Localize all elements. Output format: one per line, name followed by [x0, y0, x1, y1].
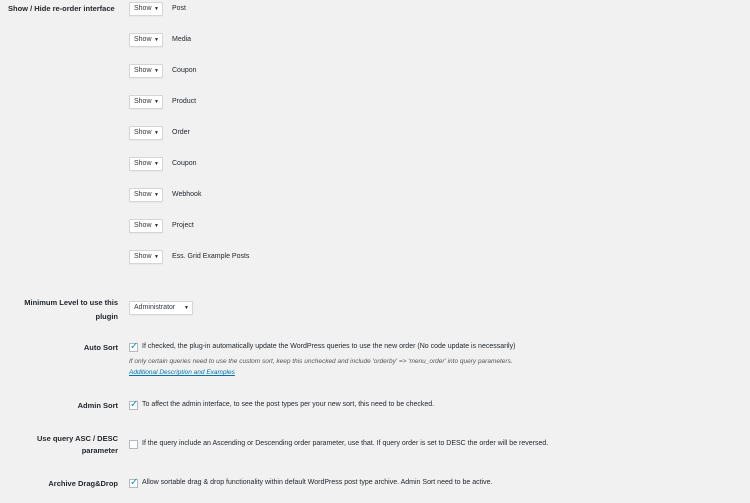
visibility-select[interactable]	[129, 157, 163, 171]
select-value: Show	[134, 36, 152, 43]
chevron-down-icon: ▼	[154, 223, 159, 229]
select-value: Show	[134, 98, 152, 105]
select-value: Show	[134, 5, 152, 12]
auto-sort-label: Auto Sort	[83, 343, 118, 352]
chevron-down-icon: ▼	[154, 161, 159, 167]
visibility-select[interactable]	[129, 219, 163, 233]
post-type-label: Coupon	[172, 160, 197, 167]
auto-sort-hint: If only certain queries need to use the custom sort, keep this unchecked and include 'orderby' => 'menu_order' into query parameters.	[129, 358, 513, 365]
minimum-level-label-line2: plugin	[95, 312, 118, 321]
archive-drag-drop-description: Allow sortable drag & drop functionality within default WordPress post type archive. Admin Sort need to be active.	[142, 479, 493, 486]
minimum-level-select[interactable]	[129, 301, 193, 315]
post-type-label: Webhook	[172, 191, 202, 198]
post-type-label: Coupon	[172, 67, 197, 74]
query-asc-desc-label-line2: parameter	[81, 446, 118, 455]
interface-section-label: Show / Hide re-order interface	[8, 4, 115, 13]
checkmark-icon: ✓	[130, 341, 139, 352]
admin-sort-description: To affect the admin interface, to see the post types per your new sort, this need to be checked.	[142, 401, 435, 408]
query-asc-desc-label	[8, 433, 118, 456]
chevron-down-icon: ▼	[154, 130, 159, 136]
chevron-down-icon: ▼	[154, 6, 159, 12]
minimum-level-label-line1: Minimum Level to use this	[24, 298, 118, 307]
query-asc-desc-description: If the query include an Ascending or Descending order parameter, use that. If query order is set to DESC the order will be reversed.	[142, 440, 549, 447]
checkmark-icon: ✓	[130, 399, 139, 410]
post-type-label: Ess. Grid Example Posts	[172, 253, 250, 260]
auto-sort-checkbox[interactable]	[129, 343, 138, 352]
post-type-label: Post	[172, 5, 187, 12]
select-value: Show	[134, 67, 152, 74]
additional-description-link[interactable]: Additional Description and Examples	[129, 369, 235, 376]
chevron-down-icon: ▼	[154, 37, 159, 43]
select-value: Show	[134, 129, 152, 136]
select-value: Show	[134, 160, 152, 167]
post-type-label: Media	[172, 36, 192, 43]
admin-sort-label: Admin Sort	[77, 401, 118, 410]
query-asc-desc-checkbox[interactable]	[129, 440, 138, 449]
chevron-down-icon: ▼	[154, 192, 159, 198]
minimum-level-label	[8, 297, 118, 322]
visibility-select[interactable]	[129, 126, 163, 140]
select-value: Administrator	[134, 304, 176, 311]
chevron-down-icon: ▼	[184, 305, 189, 311]
select-value: Show	[134, 253, 152, 260]
chevron-down-icon: ▼	[154, 254, 159, 260]
post-type-label: Project	[172, 222, 194, 229]
chevron-down-icon: ▼	[154, 68, 159, 74]
select-value: Show	[134, 191, 152, 198]
archive-drag-drop-checkbox[interactable]	[129, 479, 138, 488]
visibility-select[interactable]	[129, 64, 163, 78]
visibility-select[interactable]	[129, 188, 163, 202]
visibility-select[interactable]	[129, 95, 163, 109]
admin-sort-checkbox[interactable]	[129, 401, 138, 410]
archive-drag-drop-label: Archive Drag&Drop	[48, 479, 118, 488]
auto-sort-description: If checked, the plug-in automatically update the WordPress queries to use the new order (No code update is necessarily)	[142, 343, 516, 350]
select-value: Show	[134, 222, 152, 229]
visibility-select[interactable]	[129, 33, 163, 47]
visibility-select[interactable]	[129, 2, 163, 16]
checkmark-icon: ✓	[130, 477, 139, 488]
chevron-down-icon: ▼	[154, 99, 159, 105]
post-type-label: Order	[172, 129, 190, 136]
query-asc-desc-label-line1: Use query ASC / DESC	[37, 434, 118, 443]
post-type-label: Product	[172, 98, 197, 105]
visibility-select[interactable]	[129, 250, 163, 264]
